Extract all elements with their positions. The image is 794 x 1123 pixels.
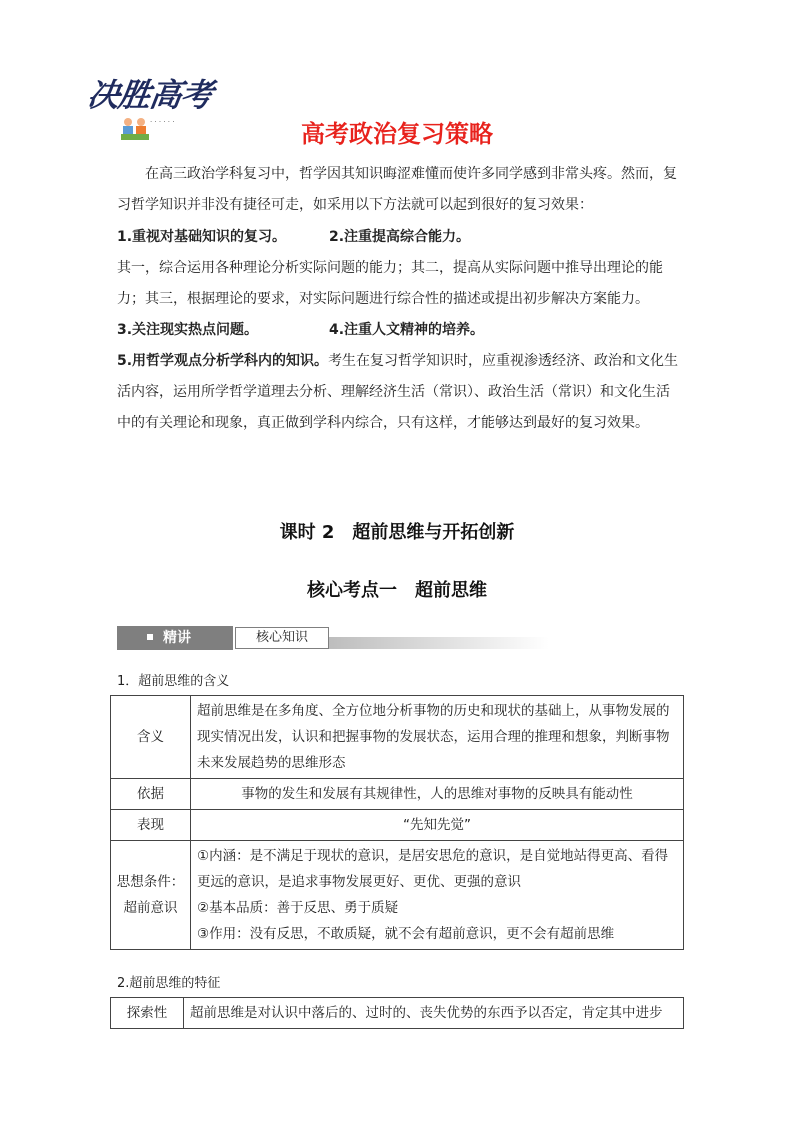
banner-sublabel: 核心知识 (235, 627, 329, 649)
page-title: 高考政治复习策略 (301, 120, 493, 148)
tip-2: 2.注重提高综合能力。 (329, 229, 471, 245)
meaning-table (110, 695, 684, 950)
tip-2-detail: 其一，综合运用各种理论分析实际问题的能力；其二，提高从实际问题中推导出理论的能力；其三，根据理论的要求，对实际问题进行综合性的描述或提出初步解决方案能力。 (117, 260, 663, 307)
row-label: 含义 (111, 696, 191, 779)
row-label-line-1: 思想条件： (116, 874, 185, 890)
lesson-title: 课时 2 超前思维与开拓创新 (279, 522, 515, 543)
content-item-2: ②基本品质：善于反思、勇于质疑 (197, 900, 399, 916)
tip-5-text: 考生在复习哲学知识时，应重视渗透经济、政治和文化生活内容，运用所学哲学道理去分析、理解经济生活（常识）、政治生活（常识）和文化生活中的有关理论和现象，真正做到学科内综合，只有这样，才能够达到最好的复习效果。 (117, 353, 679, 431)
section-2-heading: 2.超前思维的特征 (117, 976, 221, 991)
content-item-3: ③作用：没有反思，不敢质疑，就不会有超前意识，更不会有超前思维 (197, 926, 615, 942)
row-content (191, 841, 684, 950)
table-row (111, 779, 684, 810)
tips-row-1 (117, 222, 471, 253)
row-label (111, 841, 191, 950)
banner-label-text: 精讲 (163, 630, 191, 646)
logo-decoration: · · · · · · (150, 118, 175, 126)
table-row (111, 810, 684, 841)
core-point-title: 核心考点一 超前思维 (307, 580, 487, 601)
row-content: 超前思维是在多角度、全方位地分析事物的历史和现状的基础上，从事物发展的现实情况出发，认识和把握事物的发展状态，运用合理的推理和想象，判断事物未来发展趋势的思维形态 (191, 696, 684, 779)
content-item-1: ①内涵：是不满足于现状的意识，是居安思危的意识，是自觉地站得更高、看得更远的意识，是追求事物发展更好、更优、更强的意识 (197, 848, 669, 890)
intro-paragraph: 在高三政治学科复习中，哲学因其知识晦涩难懂而使许多同学感到非常头疼。然而，复习哲学知识并非没有捷径可走，如采用以下方法就可以起到很好的复习效果： (117, 166, 677, 213)
square-bullet-icon (147, 634, 153, 640)
row-label: 探索性 (111, 998, 184, 1029)
table-row (111, 998, 684, 1029)
tips-row-2 (117, 315, 485, 346)
banner-fade-bar (329, 637, 549, 649)
table-row (111, 696, 684, 779)
tip-5 (117, 346, 683, 439)
row-label-line-2: 超前意识 (123, 900, 178, 916)
section-banner (117, 626, 433, 650)
banner-label (117, 626, 233, 650)
features-table (110, 997, 684, 1029)
tip-1: 1.重视对基础知识的复习。 (117, 229, 287, 245)
row-content: “先知先觉” (191, 810, 684, 841)
tip-3: 3.关注现实热点问题。 (117, 322, 259, 338)
tip-5-heading: 5.用哲学观点分析学科内的知识。 (117, 353, 329, 369)
row-label: 表现 (111, 810, 191, 841)
logo-text: 决胜高考 (85, 76, 215, 114)
row-content: 事物的发生和发展有其规律性，人的思维对事物的反映具有能动性 (191, 779, 684, 810)
tip-4: 4.注重人文精神的培养。 (329, 322, 485, 338)
table-row (111, 841, 684, 950)
section-1-heading: 1．超前思维的含义 (117, 674, 230, 689)
row-content: 超前思维是对认识中落后的、过时的、丧失优势的东西予以否定，肯定其中进步 (184, 998, 684, 1029)
row-label: 依据 (111, 779, 191, 810)
